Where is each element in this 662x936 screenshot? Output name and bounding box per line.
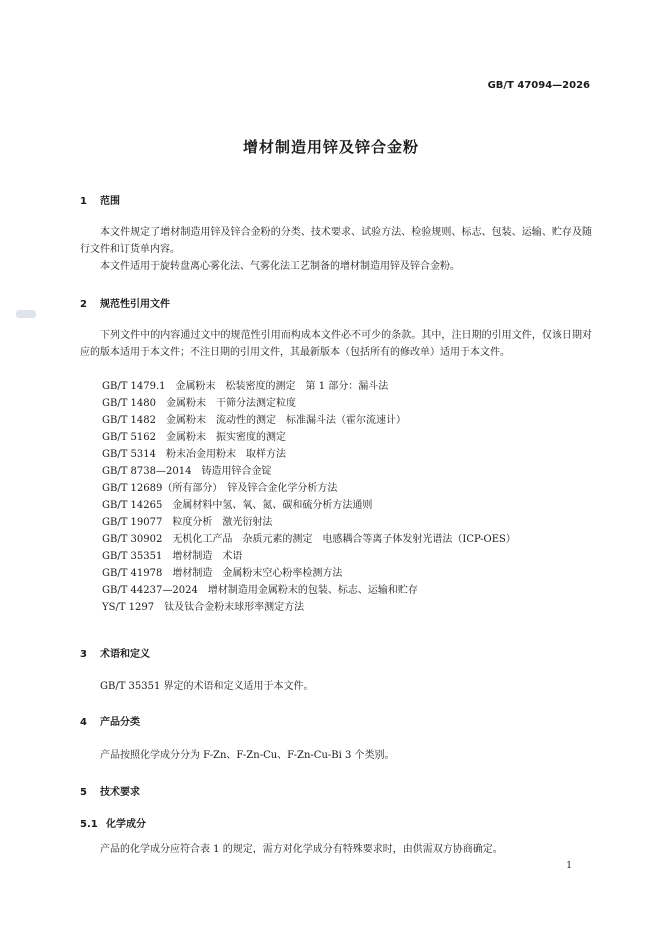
side-tab-marker — [16, 310, 36, 318]
section-number: 4 — [80, 717, 87, 728]
section-number: 5.1 — [80, 819, 98, 830]
page-number: 1 — [566, 861, 572, 871]
section-5-heading — [80, 783, 140, 798]
reference-item: GB/T 19077 粒度分析 激光衍射法 — [102, 517, 273, 528]
reference-item: GB/T 44237—2024 增材制造用金属粉末的包装、标志、运输和贮存 — [102, 585, 418, 596]
paragraph: 本文件规定了增材制造用锌及锌合金粉的分类、技术要求、试验方法、检验规则、标志、包装、运输、贮存及随行文件和订货单内容。 — [80, 227, 592, 255]
section-title: 术语和定义 — [100, 649, 150, 660]
section-number: 1 — [80, 196, 87, 207]
section-1-heading — [80, 192, 120, 207]
section-number: 2 — [80, 299, 87, 310]
section-4-heading — [80, 713, 140, 728]
paragraph: 产品按照化学成分分为 F-Zn、F-Zn-Cu、F-Zn-Cu-Bi 3 个类别。 — [100, 750, 395, 761]
paragraph: GB/T 35351 界定的术语和定义适用于本文件。 — [100, 681, 314, 692]
section-4-body — [80, 747, 592, 764]
paragraph: 本文件适用于旋转盘离心雾化法、气雾化法工艺制备的增材制造用锌及锌合金粉。 — [100, 261, 460, 272]
section-2-intro — [80, 327, 592, 361]
section-3-body — [80, 678, 592, 695]
reference-item: GB/T 12689（所有部分） 锌及锌合金化学分析方法 — [102, 483, 338, 494]
reference-item: YS/T 1297 钛及钛合金粉末球形率测定方法 — [102, 602, 305, 613]
paragraph: 下列文件中的内容通过文中的规范性引用而构成本文件必不可少的条款。其中，注日期的引用文件，仅该日期对应的版本适用于本文件；不注日期的引用文件，其最新版本（包括所有的修改单）适用于本文件。 — [80, 330, 592, 358]
reference-item: GB/T 35351 增材制造 术语 — [102, 551, 243, 562]
section-2-heading — [80, 295, 170, 310]
section-5-1-body — [80, 841, 592, 858]
reference-item: GB/T 1482 金属粉末 流动性的测定 标准漏斗法（霍尔流速计） — [102, 415, 407, 426]
reference-item: GB/T 1479.1 金属粉末 松装密度的测定 第 1 部分：漏斗法 — [102, 381, 389, 392]
reference-item: GB/T 5314 粉末冶金用粉末 取样方法 — [102, 449, 287, 460]
section-title: 范围 — [100, 196, 120, 207]
reference-item: GB/T 14265 金属材料中氢、氧、氮、碳和硫分析方法通则 — [102, 500, 373, 511]
reference-item: GB/T 30902 无机化工产品 杂质元素的测定 电感耦合等离子体发射光谱法（ICP-OES） — [102, 534, 516, 545]
section-title: 规范性引用文件 — [100, 299, 170, 310]
section-5-1-heading — [80, 815, 146, 830]
section-title: 产品分类 — [100, 717, 140, 728]
section-title: 化学成分 — [106, 819, 146, 830]
reference-item: GB/T 8738—2014 铸造用锌合金锭 — [102, 466, 272, 477]
reference-list — [102, 378, 516, 616]
section-number: 3 — [80, 649, 87, 660]
reference-item: GB/T 5162 金属粉末 振实密度的测定 — [102, 432, 287, 443]
reference-item: GB/T 41978 增材制造 金属粉末空心粉率检测方法 — [102, 568, 343, 579]
standard-number: GB/T 47094—2026 — [487, 80, 590, 91]
paragraph: 产品的化学成分应符合表 1 的规定，需方对化学成分有特殊要求时，由供需双方协商确定。 — [100, 844, 503, 855]
section-1-body — [80, 224, 592, 275]
section-3-heading — [80, 645, 150, 660]
section-title: 技术要求 — [100, 787, 140, 798]
page-title: 增材制造用锌及锌合金粉 — [242, 138, 419, 156]
reference-item: GB/T 1480 金属粉末 干筛分法测定粒度 — [102, 398, 297, 409]
section-number: 5 — [80, 787, 87, 798]
